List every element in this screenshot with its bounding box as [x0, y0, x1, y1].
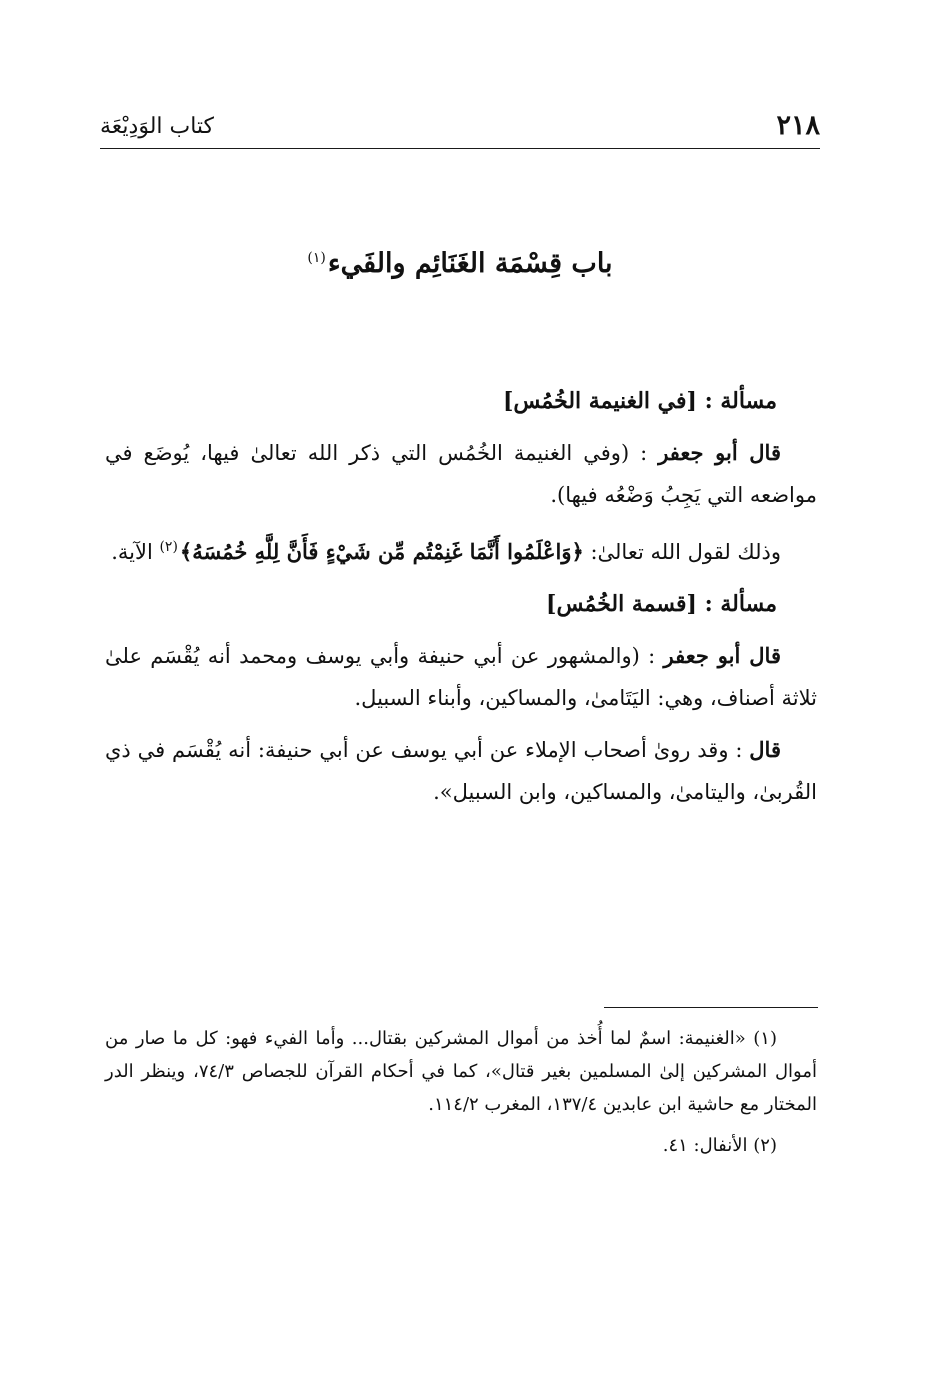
book-title: كتاب الوَدِيْعَة [100, 114, 215, 139]
footnote-number: (٢) [753, 1135, 777, 1156]
verse-lead: وذلك لقول الله تعالىٰ: [583, 540, 781, 564]
issue-heading: مسألة : [في الغنيمة الخُمُس] [502, 388, 777, 414]
speaker-label: قال أبو جعفر [658, 440, 781, 465]
chapter-title [100, 248, 820, 279]
footnote-text: الأنفال: ٤١. [662, 1135, 754, 1156]
main-text [105, 380, 817, 823]
running-header [100, 108, 820, 149]
footnote-number: (١) [753, 1028, 777, 1049]
issue-heading: مسألة : [قسمة الخُمُس] [546, 591, 777, 617]
footnote-reference: (١) [307, 250, 326, 266]
quran-verse: ﴿وَاعْلَمُوا أَنَّمَا غَنِمْتُم مِّن شَيْءٍ فَأَنَّ لِلَّهِ خُمُسَهُ﴾ [179, 539, 584, 564]
footnote [105, 1129, 817, 1162]
paragraph [105, 729, 817, 813]
footnotes [105, 1022, 817, 1170]
footnote-reference: (٢) [159, 539, 178, 555]
paragraph-text: : (وفي الغنيمة الخُمُس التي ذكر الله تعالىٰ فيها، يُوضَع في مواضعه التي يَجِبُ وَضْعُه فيها). [105, 441, 817, 507]
speaker-label: قال [749, 737, 781, 762]
speaker-label: قال أبو جعفر [663, 643, 781, 668]
footnote-text: «الغنيمة: اسمٌ لما أُخذ من أموال المشركين بقتال... وأما الفيء فهو: كل ما صار من أموال المشركين إلىٰ المسلمين بغير قتال»، كما في أحكام القرآن للجصاص ٧٤/٣، وينظر الدر المختار مع حاشية ابن عابدين ١٣٧/٤، المغرب ١١٤/٢. [105, 1028, 817, 1115]
paragraph-text: : وقد روىٰ أصحاب الإملاء عن أبي يوسف عن أبي حنيفة: أنه يُقْسَم في ذي القُربىٰ، واليتامىٰ، والمساكين، وابن السبيل». [105, 738, 817, 804]
paragraph [105, 635, 817, 719]
page-number: ٢١٨ [776, 110, 820, 141]
footnote [105, 1022, 817, 1121]
footnote-divider [604, 1007, 818, 1008]
verse-tail: الآية. [111, 540, 160, 564]
paragraph-text: : (والمشهور عن أبي حنيفة وأبي يوسف ومحمد أنه يُقْسَم علىٰ ثلاثة أصناف، وهي: اليَتَامىٰ، والمساكين، وأبناء السبيل. [105, 644, 817, 710]
chapter-title-text: باب قِسْمَة الغَنَائِم والفَيء [327, 248, 613, 279]
paragraph [105, 432, 817, 516]
quran-paragraph [105, 526, 817, 573]
